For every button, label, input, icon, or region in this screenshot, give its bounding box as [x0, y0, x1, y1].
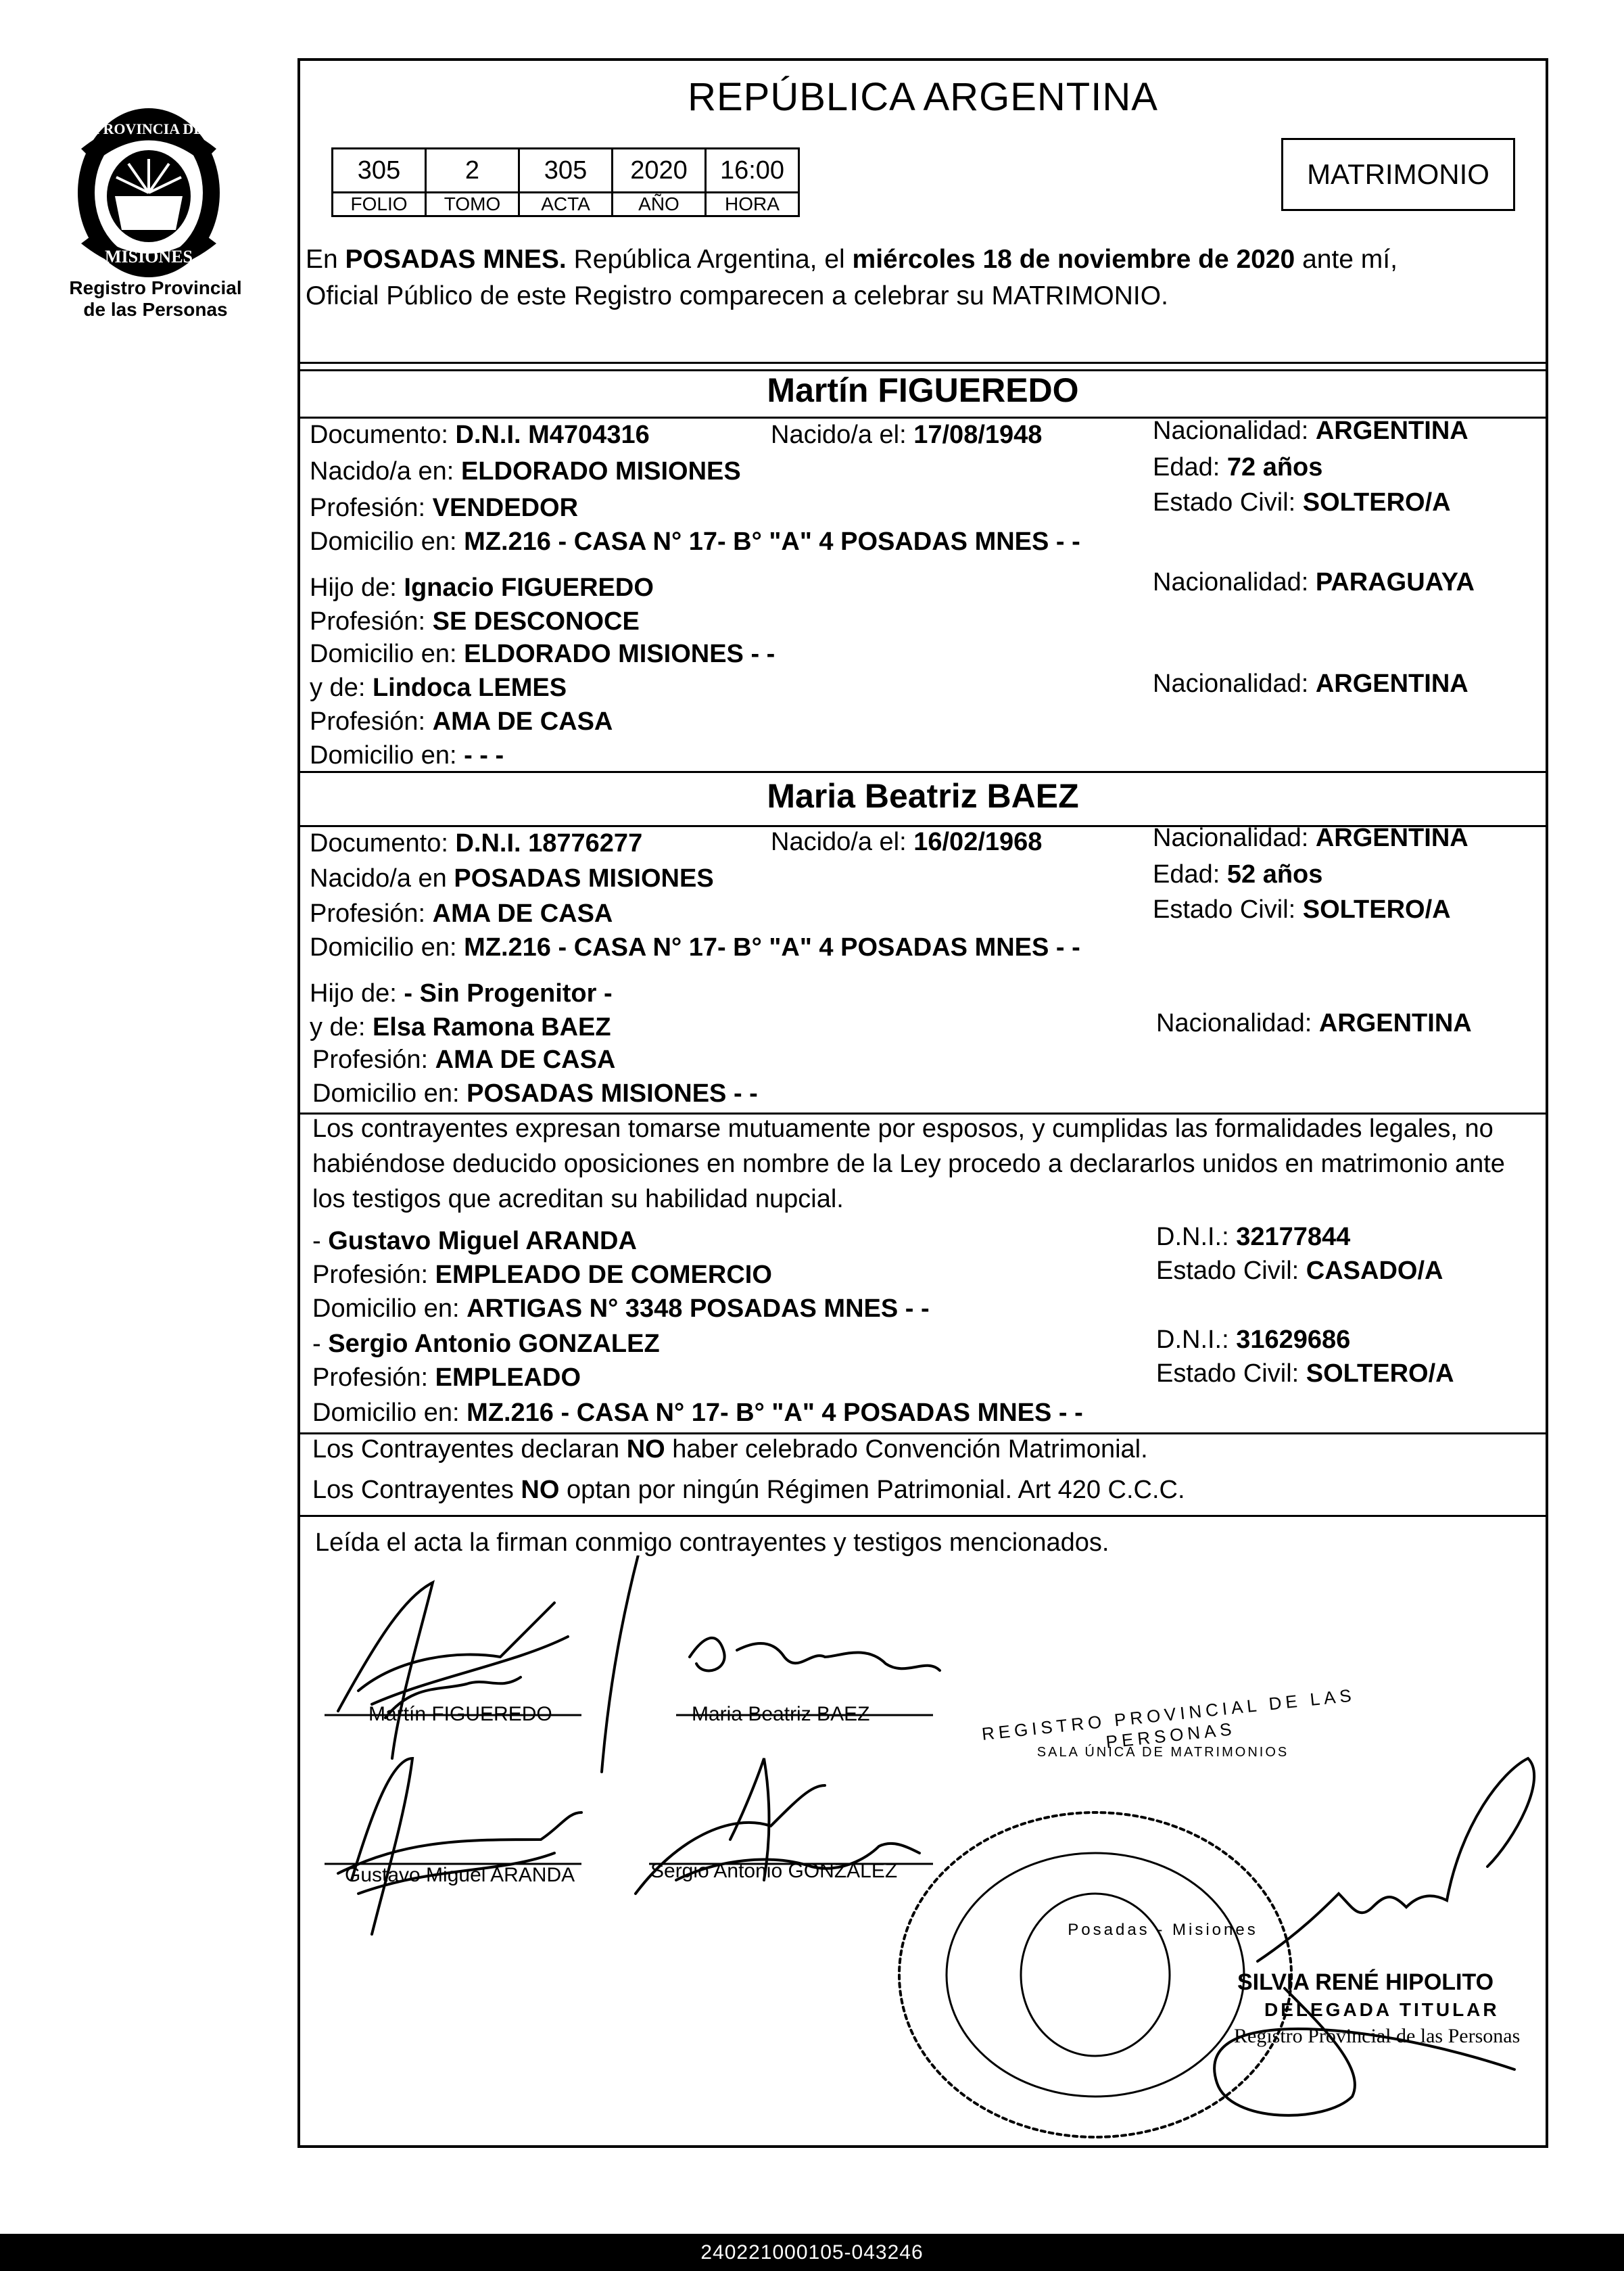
witness1-prof	[312, 1261, 772, 1290]
declaration-line-1: Los contrayentes expresan tomarse mutuamente por esposos, y cumplidas las formalidades legales, no	[312, 1115, 1494, 1143]
value: D.N.I. 18776277	[455, 829, 643, 858]
value: MZ.216 - CASA N° 17- B° "A" 4 POSADAS MNES - -	[464, 933, 1080, 962]
witness1-signature-label: Gustavo Miguel ARANDA	[345, 1864, 575, 1886]
groom-born	[771, 421, 1042, 450]
bride-age	[1153, 860, 1322, 889]
witness2-name	[312, 1330, 660, 1359]
value: CASADO/A	[1306, 1257, 1443, 1285]
folio-value: 305	[333, 149, 426, 193]
groom-mother	[310, 674, 567, 703]
label: Profesión:	[312, 1363, 429, 1392]
value: ARGENTINA	[1315, 670, 1468, 698]
label: Nacido/a el:	[771, 828, 907, 856]
label: Nacionalidad:	[1156, 1009, 1312, 1037]
country-title: REPÚBLICA ARGENTINA	[688, 75, 1158, 119]
witness1-signature	[338, 1758, 581, 1934]
registry-line-2: de las Personas	[83, 299, 228, 320]
label: Estado Civil:	[1153, 488, 1296, 517]
label: D.N.I.:	[1156, 1326, 1229, 1354]
tomo-label: TOMO	[426, 193, 519, 216]
witness1-addr	[312, 1294, 930, 1324]
value: EMPLEADO DE COMERCIO	[435, 1261, 772, 1289]
witness2-prof	[312, 1363, 581, 1392]
groom-signature-label: Martín FIGUEREDO	[368, 1703, 552, 1725]
value: PARAGUAYA	[1315, 568, 1475, 596]
value: MZ.216 - CASA N° 17- B° "A" 4 POSADAS MNES - -	[464, 528, 1080, 556]
year-value: 2020	[613, 149, 706, 193]
register-table	[331, 147, 800, 217]
witness1-dni	[1156, 1223, 1350, 1252]
groom-mother-addr	[310, 741, 504, 770]
value: Lindoca LEMES	[372, 674, 567, 702]
convention-line-1	[312, 1435, 1148, 1464]
witness2-signature-label: Sergio Antonio GONZALEZ	[650, 1860, 898, 1882]
groom-name-title: Martín FIGUEREDO	[767, 371, 1079, 409]
label: Edad:	[1153, 453, 1220, 482]
label: Profesión:	[310, 494, 426, 522]
registry-caption	[41, 277, 270, 321]
label: Domicilio en:	[312, 1399, 460, 1427]
official-name: SILVIA RENÉ HIPOLITO	[1237, 1969, 1494, 1995]
value: 17/08/1948	[913, 421, 1043, 449]
witness2-civil	[1156, 1359, 1454, 1388]
value: POSADAS MISIONES	[454, 864, 714, 893]
bride-nat	[1153, 824, 1468, 853]
label: Domicilio en:	[312, 1079, 460, 1108]
value: AMA DE CASA	[432, 707, 613, 736]
acta-value: 305	[519, 149, 613, 193]
value: 16/02/1968	[913, 828, 1043, 856]
hour-value: 16:00	[706, 149, 799, 193]
label: Estado Civil:	[1156, 1359, 1299, 1388]
text: optan por ningún Régimen Patrimonial. Art 420 C.C.C.	[559, 1476, 1185, 1504]
value: - - -	[464, 741, 504, 770]
act-type: MATRIMONIO	[1307, 158, 1489, 190]
hour-label: HORA	[706, 193, 799, 216]
folio-label: FOLIO	[333, 193, 426, 216]
label: Estado Civil:	[1153, 895, 1296, 924]
groom-addr	[310, 528, 1080, 557]
stamp-outer-text: REGISTRO PROVINCIAL DE LAS PERSONAS	[980, 1685, 1356, 1752]
svg-text:MISIONES: MISIONES	[104, 247, 193, 266]
value: EMPLEADO	[435, 1363, 581, 1392]
bride-mother-prof	[312, 1046, 615, 1075]
bride-name-title: Maria Beatriz BAEZ	[767, 777, 1079, 815]
witness2-addr	[312, 1399, 1083, 1428]
declaration-line-3: los testigos que acreditan su habilidad nupcial.	[312, 1185, 844, 1213]
label: Hijo de:	[310, 979, 397, 1008]
label: Profesión:	[310, 899, 426, 928]
label: Nacido/a el:	[771, 421, 907, 449]
label: Domicilio en:	[310, 528, 457, 556]
label: Edad:	[1153, 860, 1220, 889]
bride-civil	[1153, 895, 1451, 924]
act-type-box	[1281, 138, 1515, 211]
label: Hijo de:	[310, 573, 397, 602]
label: y de:	[310, 1013, 366, 1041]
label: Nacido/a en:	[310, 457, 454, 486]
bride-born	[771, 828, 1042, 857]
intro-text: ante mí,	[1295, 245, 1398, 274]
bride-signature	[690, 1638, 940, 1671]
value: AMA DE CASA	[432, 899, 613, 928]
value: ARGENTINA	[1315, 824, 1468, 852]
value: ELDORADO MISIONES	[460, 457, 741, 486]
value: Gustavo Miguel ARANDA	[328, 1227, 637, 1255]
value: MZ.216 - CASA N° 17- B° "A" 4 POSADAS MNES - -	[467, 1399, 1083, 1427]
bride-mother	[310, 1013, 611, 1042]
intro-date: miércoles 18 de noviembre de 2020	[852, 245, 1295, 274]
label: Nacionalidad:	[1153, 824, 1309, 852]
label: Nacionalidad:	[1153, 417, 1309, 445]
official-org: Registro Provincial de las Personas	[1234, 2025, 1521, 2047]
label: Documento:	[310, 829, 448, 858]
convention-line-2	[312, 1476, 1185, 1505]
label: y de:	[310, 674, 366, 702]
value: SOLTERO/A	[1302, 488, 1451, 517]
groom-nat	[1153, 417, 1468, 446]
value: Elsa Ramona BAEZ	[372, 1013, 611, 1041]
groom-father	[310, 573, 654, 603]
groom-father-prof	[310, 607, 640, 636]
value: SOLTERO/A	[1302, 895, 1451, 924]
label: Profesión:	[312, 1261, 429, 1289]
value: ARGENTINA	[1315, 417, 1468, 445]
bride-mother-nat	[1156, 1009, 1472, 1038]
value: SE DESCONOCE	[432, 607, 640, 636]
witness1-name	[312, 1227, 637, 1256]
label: Nacionalidad:	[1153, 568, 1309, 596]
value: VENDEDOR	[432, 494, 579, 522]
tomo-value: 2	[426, 149, 519, 193]
value: 52 años	[1226, 860, 1323, 889]
label: Profesión:	[310, 707, 426, 736]
bride-addr	[310, 933, 1080, 962]
acta-label: ACTA	[519, 193, 613, 216]
official-role: DELEGADA TITULAR	[1264, 1999, 1500, 2020]
document-code: 240221000105-043246	[700, 2241, 924, 2264]
stamp-inner-text: SALA ÚNICA DE MATRIMONIOS	[1036, 1745, 1289, 1760]
groom-father-addr	[310, 640, 775, 669]
label: Domicilio en:	[310, 741, 457, 770]
dash: -	[312, 1330, 329, 1358]
label: Profesión:	[310, 607, 426, 636]
signatures-area	[297, 1555, 1548, 2151]
intro-line-2: Oficial Público de este Registro comparecen a celebrar su MATRIMONIO.	[306, 281, 1168, 310]
text: Los Contrayentes declaran	[312, 1435, 627, 1464]
groom-signature	[338, 1583, 568, 1758]
groom-mother-prof	[310, 707, 613, 736]
stamp-bottom-text: Posadas - Misiones	[1068, 1921, 1258, 1939]
bride-doc	[310, 829, 642, 858]
bride-birthplace	[310, 864, 714, 893]
value: - Sin Progenitor -	[404, 979, 613, 1008]
value: NO	[521, 1476, 560, 1504]
value: NO	[626, 1435, 665, 1464]
value: 31629686	[1236, 1326, 1351, 1354]
groom-birthplace	[310, 457, 741, 486]
intro-place: POSADAS MNES.	[345, 245, 567, 274]
label: Domicilio en:	[312, 1294, 460, 1323]
bride-prof	[310, 899, 613, 929]
groom-age	[1153, 453, 1322, 482]
label: D.N.I.:	[1156, 1223, 1229, 1251]
label: Domicilio en:	[310, 640, 457, 668]
bride-mother-addr	[312, 1079, 758, 1108]
bride-signature-label: Maria Beatriz BAEZ	[692, 1703, 870, 1725]
groom-doc	[310, 421, 650, 450]
value: ARTIGAS N° 3348 POSADAS MNES - -	[467, 1294, 930, 1323]
intro-text: En	[306, 245, 345, 274]
value: ARGENTINA	[1318, 1009, 1472, 1037]
registry-line-1: Registro Provincial	[69, 277, 242, 298]
value: D.N.I. M4704316	[455, 421, 650, 449]
groom-father-nat	[1153, 568, 1475, 597]
dash: -	[312, 1227, 329, 1255]
bride-father	[310, 979, 613, 1008]
intro-line-1	[306, 241, 1398, 279]
closing-text: Leída el acta la firman conmigo contrayentes y testigos mencionados.	[315, 1528, 1109, 1557]
label: Profesión:	[312, 1046, 429, 1074]
intro-text: República Argentina, el	[566, 245, 853, 274]
label: Documento:	[310, 421, 448, 449]
label: Nacionalidad:	[1153, 670, 1309, 698]
value: SOLTERO/A	[1306, 1359, 1454, 1388]
text: Los Contrayentes	[312, 1476, 521, 1504]
groom-mother-nat	[1153, 670, 1468, 699]
value: ELDORADO MISIONES - -	[464, 640, 775, 668]
label: Domicilio en:	[310, 933, 457, 962]
text: haber celebrado Convención Matrimonial.	[665, 1435, 1148, 1464]
value: Sergio Antonio GONZALEZ	[328, 1330, 660, 1358]
svg-text:PROVINCIA DE: PROVINCIA DE	[94, 120, 204, 137]
value: POSADAS MISIONES - -	[467, 1079, 758, 1108]
year-label: AÑO	[613, 193, 706, 216]
value: 32177844	[1236, 1223, 1351, 1251]
witness2-dni	[1156, 1326, 1350, 1355]
value: 72 años	[1226, 453, 1323, 482]
witness1-civil	[1156, 1257, 1443, 1286]
value: Ignacio FIGUEREDO	[404, 573, 654, 602]
declaration-line-2: habiéndose deducido oposiciones en nombre de la Ley procedo a declararlos unidos en matrimonio ante	[312, 1150, 1505, 1178]
groom-civil	[1153, 488, 1451, 517]
province-emblem	[68, 101, 230, 284]
value: AMA DE CASA	[435, 1046, 616, 1074]
label: Nacido/a en	[310, 864, 447, 893]
label: Estado Civil:	[1156, 1257, 1299, 1285]
groom-prof	[310, 494, 578, 523]
